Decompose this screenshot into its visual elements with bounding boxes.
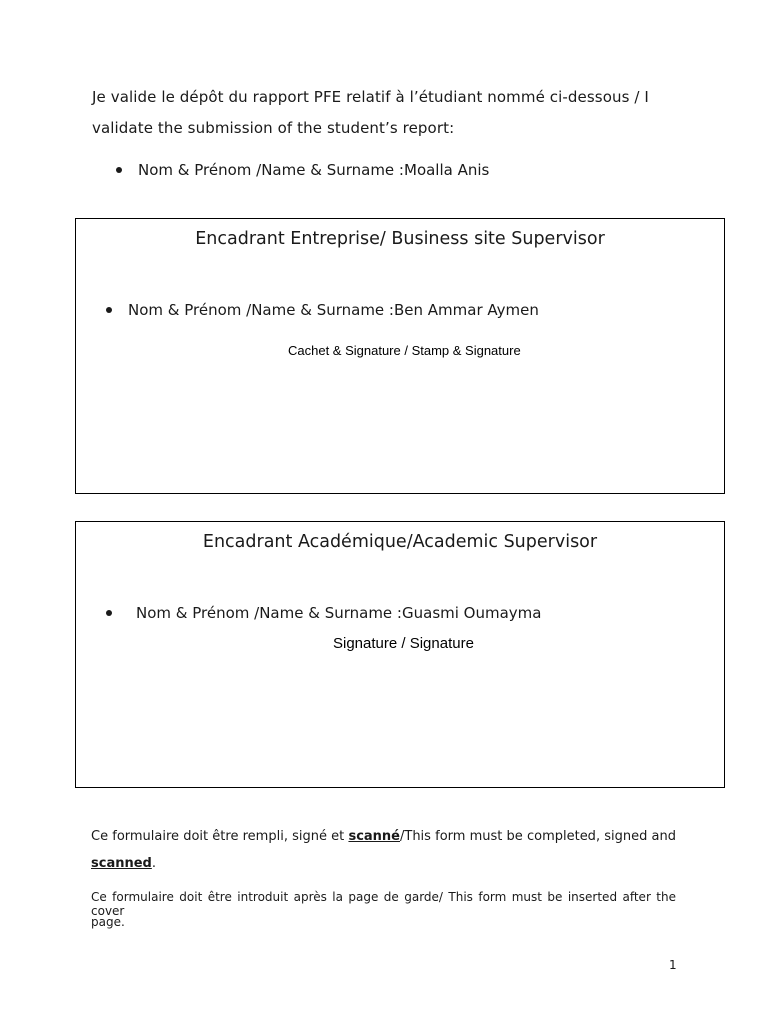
academic-supervisor-name-label: Nom & Prénom /Name & Surname : (136, 604, 402, 622)
student-name-label: Nom & Prénom /Name & Surname : (138, 161, 404, 179)
completion-note-part1: Ce formulaire doit être rempli, signé et (91, 829, 349, 844)
scanned-word: scanned (91, 856, 152, 871)
business-supervisor-box (75, 218, 725, 494)
business-supervisor-name-label: Nom & Prénom /Name & Surname : (128, 301, 394, 319)
intro-line-2: validate the submission of the student’s report: (92, 119, 455, 137)
bullet-icon (116, 167, 122, 173)
completion-note-tail (91, 856, 156, 871)
business-supervisor-list-item (106, 301, 539, 319)
academic-supervisor-name-value: Guasmi Oumayma (402, 604, 542, 622)
insertion-note-tail: page. (91, 915, 125, 929)
intro-line-1: Je valide le dépôt du rapport PFE relatif à l’étudiant nommé ci-dessous / I (92, 88, 649, 106)
stamp-signature-label: Cachet & Signature / Stamp & Signature (288, 343, 521, 358)
student-name-value: Moalla Anis (404, 161, 490, 179)
bullet-icon (106, 610, 112, 616)
signature-label: Signature / Signature (333, 635, 474, 652)
completion-note (91, 829, 676, 844)
completion-note-period: . (151, 856, 156, 871)
bullet-icon (106, 307, 112, 313)
academic-supervisor-title: Encadrant Académique/Academic Supervisor (202, 532, 598, 552)
insertion-note: Ce formulaire doit être introduit après la page de garde/ This form must be inserted after the cover (91, 890, 676, 918)
business-supervisor-name-value: Ben Ammar Aymen (394, 301, 539, 319)
page-number: 1 (669, 958, 677, 972)
completion-note-part2: /This form must be completed, signed and (400, 829, 676, 844)
scanne-word: scanné (348, 829, 400, 844)
academic-supervisor-list-item (106, 604, 541, 622)
student-list-item (116, 161, 489, 179)
business-supervisor-title: Encadrant Entreprise/ Business site Supervisor (195, 229, 605, 249)
academic-supervisor-box (75, 521, 725, 788)
